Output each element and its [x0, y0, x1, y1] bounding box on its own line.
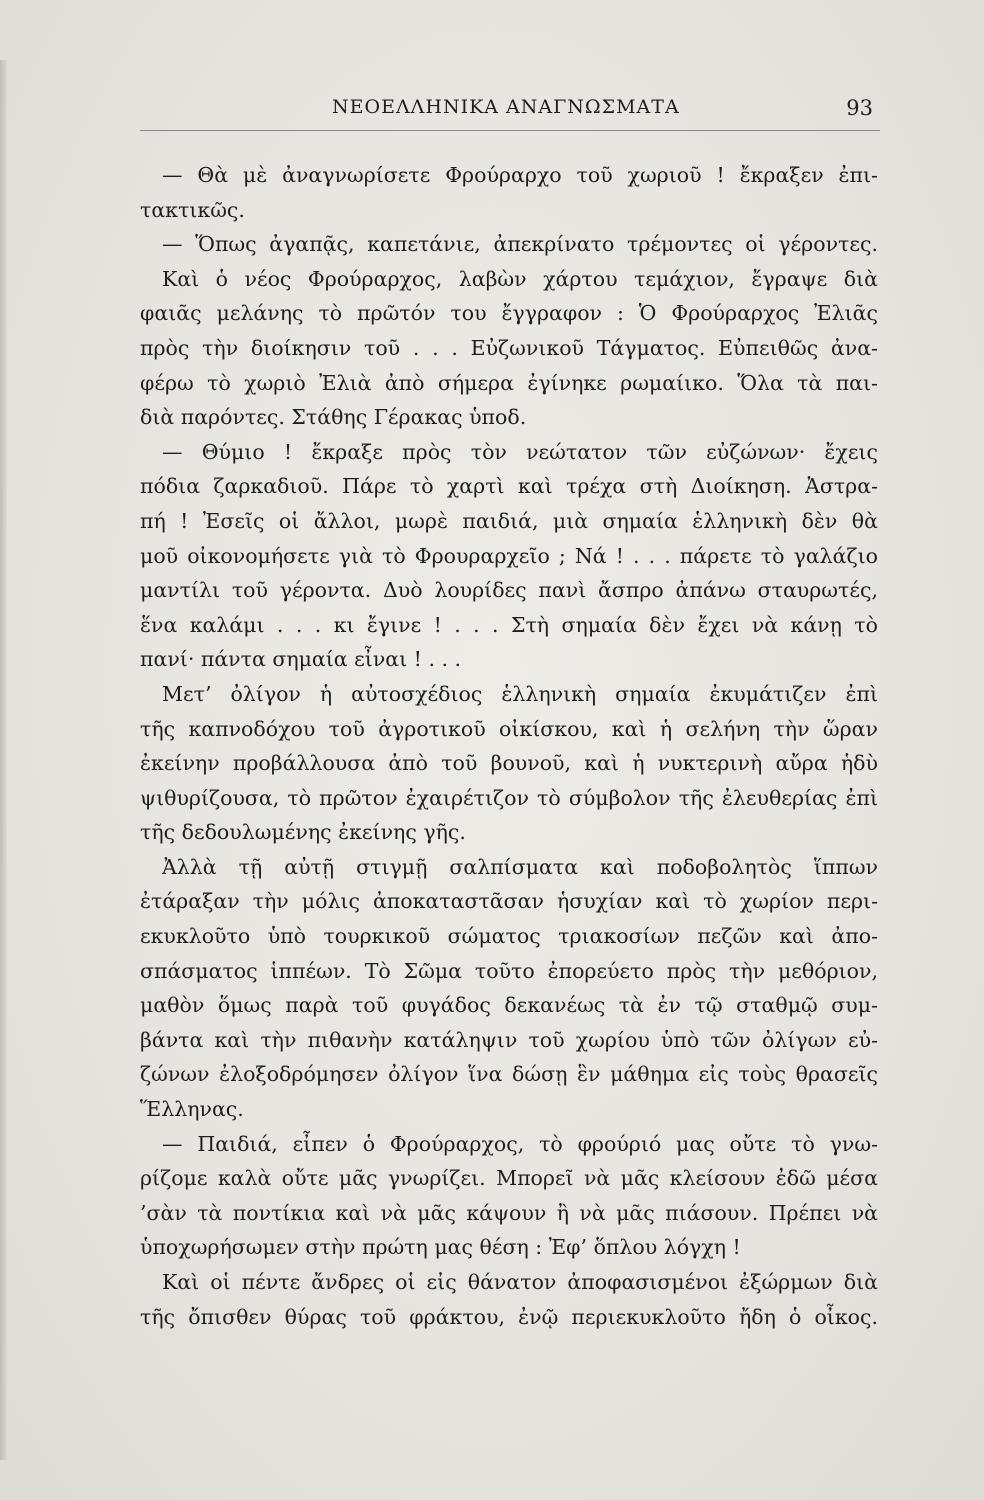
- text-line: φέρω τὸ χωριὸ Ἐλιὰ ἀπὸ σήμερα ἐγίνηκε ρωμαίικο. Ὅλα τὰ παι-: [140, 370, 878, 395]
- text-line: — Θὰ μὲ ἀναγνωρίσετε Φρούραρχο τοῦ χωριοῦ ! ἔκραξεν ἐπι-: [162, 163, 878, 187]
- text-line: ἐτάραξαν τὴν μόλις ἀποκαταστᾶσαν ἡσυχίαν καὶ τὸ χωρίον περι-: [140, 889, 878, 914]
- text-line: διὰ παρόντες. Στάθης Γέρακας ὑποδ.: [140, 405, 527, 430]
- text-line: ψιθυρίζουσα, τὸ πρῶτον ἐχαιρέτιζον τὸ σύμβολον τῆς ἐλευθερίας ἐπὶ: [140, 785, 878, 810]
- text-line: βάντα καὶ τὴν πιθανὴν κατάληψιν τοῦ χωρίου ὑπὸ τῶν ὀλίγων εὐ-: [140, 1027, 878, 1052]
- text-line: μαθὸν ὅμως παρὰ τοῦ φυγάδος δεκανέως τὰ ἐν τῷ σταθμῷ συμ-: [140, 993, 878, 1018]
- text-line: — Θύμιο ! ἔκραξε πρὸς τὸν νεώτατον τῶν εὐζώνων· ἔχεις: [162, 439, 878, 464]
- text-line: τῆς καπνοδόχου τοῦ ἀγροτικοῦ οἰκίσκου, καὶ ἡ σελήνη τὴν ὥραν: [140, 716, 878, 741]
- body-text: [140, 158, 878, 1334]
- text-line: μαντίλι τοῦ γέροντα. Δυὸ λουρίδες πανὶ ἄσπρο ἀπάνω σταυρωτές,: [140, 578, 878, 603]
- page-header: [140, 96, 875, 126]
- page-number: 93: [846, 96, 873, 120]
- text-line: πρὸς τὴν διοίκησιν τοῦ . . . Εὐζωνικοῦ Τάγματος. Εὐπειθῶς ἀνα-: [140, 335, 878, 360]
- header-rule: [140, 130, 880, 131]
- text-line: Καὶ οἱ πέντε ἄνδρες οἱ εἰς θάνατον ἀποφασισμένοι ἐξώρμων διὰ: [162, 1270, 878, 1294]
- text-line: ζώνων ἐλοξοδρόμησεν ὀλίγον ἵνα δώσῃ ἓν μάθημα εἰς τοὺς θρασεῖς: [140, 1062, 878, 1087]
- running-title: ΝΕΟΕΛΛΗΝΙΚΑ ΑΝΑΓΝΩΣΜΑΤΑ: [332, 96, 680, 118]
- text-line: — Παιδιά, εἶπεν ὁ Φρούραρχος, τὸ φρούριό μας οὔτε τὸ γνω-: [162, 1131, 878, 1156]
- text-line: φαιᾶς μελάνης τὸ πρῶτόν του ἔγγραφον : Ὁ Φρούραρχος Ἐλιᾶς: [140, 301, 878, 326]
- text-line: σπάσματος ἱππέων. Τὸ Σῶμα τοῦτο ἐπορεύετο πρὸς τὴν μεθόριον,: [140, 958, 878, 983]
- text-line: τῆς ὄπισθεν θύρας τοῦ φράκτου, ἐνῷ περιεκυκλοῦτο ἤδη ὁ οἶκος.: [140, 1304, 878, 1329]
- text-line: μοῦ οἰκονομήσετε γιὰ τὸ Φρουραρχεῖο ; Νά ! . . . πάρετε τὸ γαλάζιο: [140, 543, 878, 568]
- text-line: τακτικῶς.: [140, 197, 245, 222]
- text-line: ρίζομε καλὰ οὔτε μᾶς γνωρίζει. Μπορεῖ νὰ μᾶς κλείσουν ἐδῶ μέσα: [140, 1166, 878, 1191]
- text-line: Ἕλληνας.: [140, 1097, 244, 1122]
- text-line: πόδια ζαρκαδιοῦ. Πάρε τὸ χαρτὶ καὶ τρέχα στὴ Διοίκηση. Ἀστρα-: [140, 474, 878, 499]
- text-line: Καὶ ὁ νέος Φρούραρχος, λαβὼν χάρτου τεμάχιον, ἔγραψε διὰ: [162, 266, 878, 291]
- text-line: ἐκείνην προβάλλουσα ἀπὸ τοῦ βουνοῦ, καὶ ἡ νυκτερινὴ αὔρα ἡδὺ: [140, 751, 878, 776]
- text-line: ’σὰν τὰ ποντίκια καὶ νὰ μᾶς κάψουν ἢ νὰ μᾶς πιάσουν. Πρέπει νὰ: [140, 1200, 878, 1225]
- text-line: — Ὅπως ἀγαπᾷς, καπετάνιε, ἀπεκρίνατο τρέμοντες οἱ γέροντες.: [162, 232, 878, 257]
- text-line: ὑποχωρήσωμεν στὴν πρώτη μας θέση : Ἐφ’ ὅπλου λόγχη !: [140, 1235, 741, 1260]
- text-line: Ἀλλὰ τῇ αὐτῇ στιγμῇ σαλπίσματα καὶ ποδοβολητὸς ἵππων: [162, 854, 878, 879]
- page-binding-shadow: [0, 60, 7, 1460]
- text-line: ἕνα καλάμι . . . κι ἔγινε ! . . . Στὴ σημαία δὲν ἔχει νὰ κάνῃ τὸ: [140, 612, 878, 637]
- text-line: πή ! Ἐσεῖς οἱ ἄλλοι, μωρὲ παιδιά, μιὰ σημαία ἑλληνικὴ δὲν θὰ: [140, 508, 878, 533]
- text-line: Μετ’ ὀλίγον ἡ αὐτοσχέδιος ἑλληνικὴ σημαία ἐκυμάτιζεν ἐπὶ: [162, 681, 878, 706]
- text-line: εκυκλοῦτο ὑπὸ τουρκικοῦ σώματος τριακοσίων πεζῶν καὶ ἀπο-: [140, 924, 878, 949]
- text-line: πανί· πάντα σημαία εἶναι ! . . .: [140, 647, 462, 672]
- text-line: τῆς δεδουλωμένης ἐκείνης γῆς.: [140, 820, 466, 845]
